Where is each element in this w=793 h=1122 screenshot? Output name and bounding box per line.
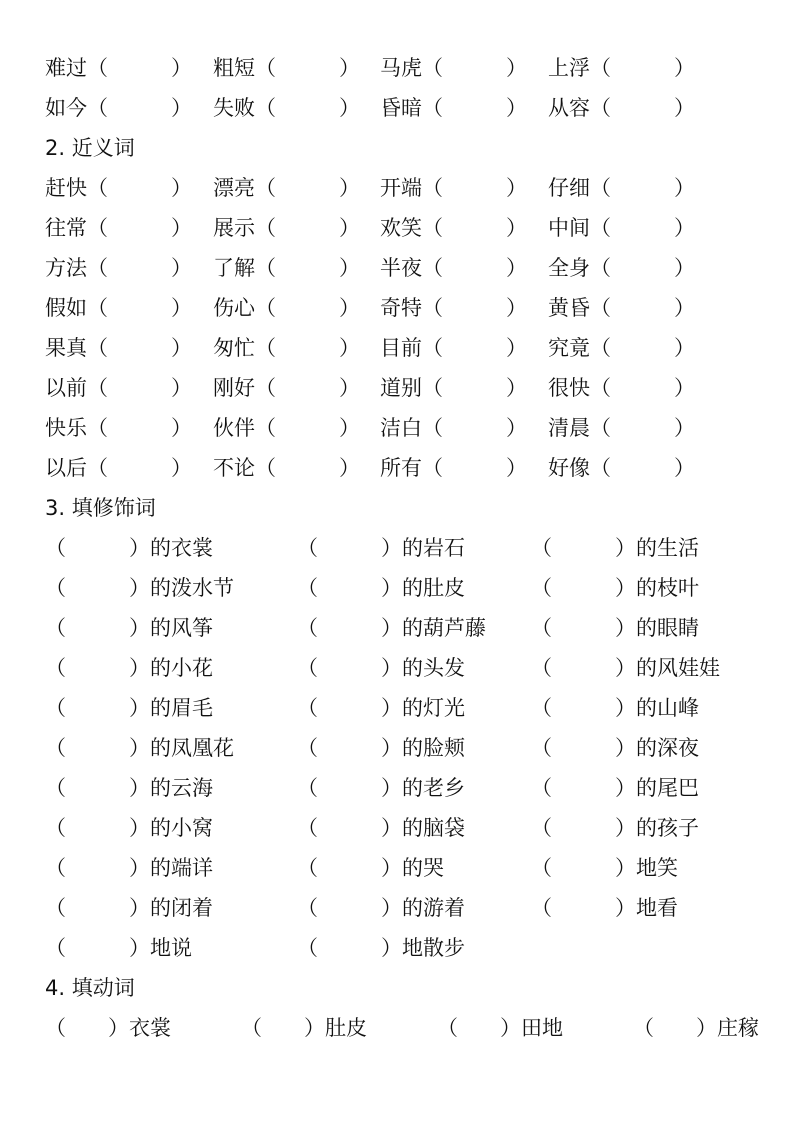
modifier-item: （ ）的深夜 <box>531 736 699 760</box>
synonym-item: 以后（ ） <box>45 456 192 480</box>
modifier-item: （ ）的老乡 <box>297 776 465 800</box>
synonym-item: 很快（ ） <box>548 376 695 400</box>
verbs-heading: 4. 填动词 <box>45 976 135 1000</box>
modifiers-heading: 3. 填修饰词 <box>45 496 156 520</box>
synonym-item: 全身（ ） <box>548 256 695 280</box>
modifier-item: （ ）的云海 <box>45 776 213 800</box>
synonym-item: 快乐（ ） <box>45 416 192 440</box>
antonym-item: 失败（ ） <box>213 96 360 120</box>
synonym-item: 奇特（ ） <box>380 296 527 320</box>
synonym-item: 伙伴（ ） <box>213 416 360 440</box>
modifier-item: （ ）的脸颊 <box>297 736 465 760</box>
modifier-item: （ ）的眉毛 <box>45 696 213 720</box>
synonym-item: 所有（ ） <box>380 456 527 480</box>
antonym-item: 上浮（ ） <box>548 56 695 80</box>
modifier-item: （ ）地说 <box>45 936 192 960</box>
synonym-item: 了解（ ） <box>213 256 360 280</box>
modifier-item: （ ）的泼水节 <box>45 576 234 600</box>
modifier-item: （ ）的小花 <box>45 656 213 680</box>
modifier-item: （ ）地看 <box>531 896 678 920</box>
synonym-item: 中间（ ） <box>548 216 695 240</box>
modifier-item: （ ）的闭着 <box>45 896 213 920</box>
synonym-item: 仔细（ ） <box>548 176 695 200</box>
modifier-item: （ ）的风筝 <box>45 616 213 640</box>
synonym-item: 果真（ ） <box>45 336 192 360</box>
synonym-item: 不论（ ） <box>213 456 360 480</box>
synonym-item: 道别（ ） <box>380 376 527 400</box>
modifier-item: （ ）的衣裳 <box>45 536 213 560</box>
verb-item: （ ）庄稼 <box>633 1016 759 1040</box>
modifier-item: （ ）的生活 <box>531 536 699 560</box>
modifier-item: （ ）的尾巴 <box>531 776 699 800</box>
synonym-item: 半夜（ ） <box>380 256 527 280</box>
synonym-item: 伤心（ ） <box>213 296 360 320</box>
modifier-item: （ ）的葫芦藤 <box>297 616 486 640</box>
synonym-item: 好像（ ） <box>548 456 695 480</box>
synonym-item: 展示（ ） <box>213 216 360 240</box>
modifier-item: （ ）的枝叶 <box>531 576 699 600</box>
modifier-item: （ ）的头发 <box>297 656 465 680</box>
modifier-item: （ ）的肚皮 <box>297 576 465 600</box>
modifier-item: （ ）的岩石 <box>297 536 465 560</box>
modifier-item: （ ）的凤凰花 <box>45 736 234 760</box>
synonym-item: 洁白（ ） <box>380 416 527 440</box>
synonym-item: 假如（ ） <box>45 296 192 320</box>
synonym-item: 赶快（ ） <box>45 176 192 200</box>
synonym-item: 刚好（ ） <box>213 376 360 400</box>
modifier-item: （ ）的端详 <box>45 856 213 880</box>
modifier-item: （ ）的风娃娃 <box>531 656 720 680</box>
modifier-item: （ ）的孩子 <box>531 816 699 840</box>
verb-item: （ ）肚皮 <box>241 1016 367 1040</box>
modifier-item: （ ）的脑袋 <box>297 816 465 840</box>
antonym-item: 马虎（ ） <box>380 56 527 80</box>
modifier-item: （ ）的哭 <box>297 856 444 880</box>
synonym-item: 欢笑（ ） <box>380 216 527 240</box>
modifier-item: （ ）的小窝 <box>45 816 213 840</box>
modifier-item: （ ）地散步 <box>297 936 465 960</box>
synonym-item: 目前（ ） <box>380 336 527 360</box>
synonyms-heading: 2. 近义词 <box>45 136 135 160</box>
verb-item: （ ）衣裳 <box>45 1016 171 1040</box>
synonym-item: 开端（ ） <box>380 176 527 200</box>
antonym-item: 难过（ ） <box>45 56 192 80</box>
synonym-item: 方法（ ） <box>45 256 192 280</box>
antonym-item: 昏暗（ ） <box>380 96 527 120</box>
synonym-item: 漂亮（ ） <box>213 176 360 200</box>
synonym-item: 黄昏（ ） <box>548 296 695 320</box>
synonym-item: 匆忙（ ） <box>213 336 360 360</box>
synonym-item: 往常（ ） <box>45 216 192 240</box>
antonym-item: 如今（ ） <box>45 96 192 120</box>
modifier-item: （ ）的眼睛 <box>531 616 699 640</box>
antonym-item: 粗短（ ） <box>213 56 360 80</box>
synonym-item: 究竟（ ） <box>548 336 695 360</box>
modifier-item: （ ）地笑 <box>531 856 678 880</box>
modifier-item: （ ）的山峰 <box>531 696 699 720</box>
modifier-item: （ ）的游着 <box>297 896 465 920</box>
verb-item: （ ）田地 <box>437 1016 563 1040</box>
antonym-item: 从容（ ） <box>548 96 695 120</box>
modifier-item: （ ）的灯光 <box>297 696 465 720</box>
synonym-item: 以前（ ） <box>45 376 192 400</box>
synonym-item: 清晨（ ） <box>548 416 695 440</box>
